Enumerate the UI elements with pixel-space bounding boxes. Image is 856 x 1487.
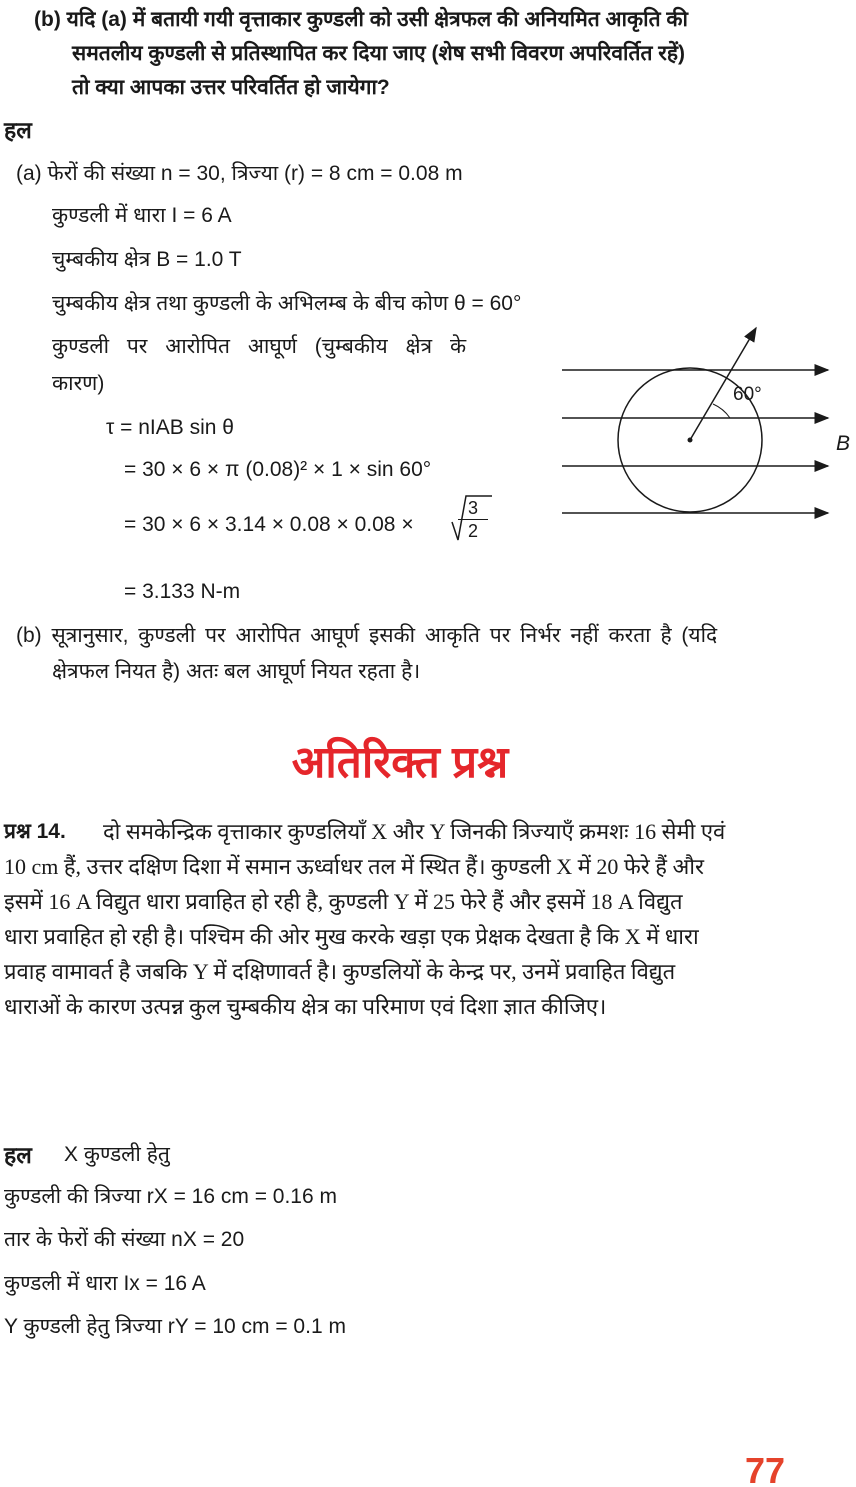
solution-line: कारण): [52, 372, 105, 395]
solution-line: कुण्डली में धारा Ix = 16 A: [4, 1272, 206, 1295]
question-b-line: समतलीय कुण्डली से प्रतिस्थापित कर दिया जाए (शेष सभी विवरण अपरिवर्तित रहें): [72, 42, 685, 65]
part-b-line: क्षेत्रफल नियत है) अतः बल आघूर्ण नियत रहता है।: [52, 660, 421, 683]
solution-line: तार के फेरों की संख्या nX = 20: [4, 1228, 245, 1251]
question-line: इसमें 16 A विद्युत धारा प्रवाहित हो रही है, कुण्डली Y में 25 फेरे हैं और इसमें 18 A विद्युत: [4, 889, 683, 914]
solution-line: चुम्बकीय क्षेत्र B = 1.0 T: [52, 248, 242, 271]
field-lines: [562, 370, 828, 513]
solution-line: (a) फेरों की संख्या n = 30, त्रिज्या (r) = 8 cm = 0.08 m: [16, 162, 463, 185]
solution-subheading: X कुण्डली हेतु: [64, 1143, 170, 1166]
angle-arc: [713, 404, 730, 418]
solution-heading: हल: [4, 117, 32, 143]
calc-step: = 30 × 6 × π (0.08)² × 1 × sin 60°: [124, 458, 432, 481]
section-heading: अतिरिक्त प्रश्न: [291, 738, 509, 787]
solution-line: चुम्बकीय क्षेत्र तथा कुण्डली के अभिलम्ब के बीच कोण θ = 60°: [52, 292, 522, 315]
sqrt-numerator: 3: [458, 497, 488, 520]
angle-label: 60°: [733, 384, 762, 405]
result: = 3.133 N-m: [124, 580, 241, 603]
solution-line: कुण्डली में धारा I = 6 A: [52, 204, 232, 227]
solution-line: Y कुण्डली हेतु त्रिज्या rY = 10 cm = 0.1 m: [4, 1315, 346, 1338]
question-line: 10 cm हैं, उत्तर दक्षिण दिशा में समान ऊर्ध्वाधर तल में स्थित हैं। कुण्डली X में 20 फेरे हैं और: [4, 854, 704, 879]
solution-heading: हल: [4, 1142, 32, 1168]
question-line: प्रवाह वामावर्त है जबकि Y में दक्षिणावर्त है। कुण्डलियों के केन्द्र पर, उनमें प्रवाहित विद्युत: [4, 959, 676, 984]
question-line: धारा प्रवाहित हो रही है। पश्चिम की ओर मुख करके खड़ा एक प्रेक्षक देखता है कि X में धारा: [4, 924, 699, 949]
field-label: B: [836, 432, 851, 455]
question-label: प्रश्न 14.: [4, 820, 66, 843]
question-line: धाराओं के कारण उत्पन्न कुल चुम्बकीय क्षेत्र का परिमाण एवं दिशा ज्ञात कीजिए।: [4, 994, 607, 1019]
solution-line: कुण्डली पर आरोपित आघूर्ण (चुम्बकीय क्षेत्र के: [52, 335, 467, 358]
calc-step: = 30 × 6 × 3.14 × 0.08 × 0.08 ×: [124, 513, 414, 536]
sqrt-sign: [452, 496, 492, 540]
page-number: 77: [745, 1450, 786, 1487]
question-line: दो समकेन्द्रिक वृत्ताकार कुण्डलियाँ X और Y जिनकी त्रिज्याएँ क्रमशः 16 सेमी एवं: [103, 819, 726, 844]
question-b-line: (b) यदि (a) में बतायी गयी वृत्ताकार कुण्डली को उसी क्षेत्रफल की अनियमित आकृति की: [34, 8, 688, 31]
part-b-line: (b) सूत्रानुसार, कुण्डली पर आरोपित आघूर्ण इसकी आकृति पर निर्भर नहीं करता है (यदि: [16, 624, 718, 647]
torque-formula: τ = nIAB sin θ: [106, 416, 234, 439]
solution-line: कुण्डली की त्रिज्या rX = 16 cm = 0.16 m: [4, 1185, 337, 1208]
question-b-line: तो क्या आपका उत्तर परिवर्तित हो जायेगा?: [72, 76, 390, 99]
sqrt-denominator: 2: [467, 521, 478, 541]
torque-diagram: [0, 0, 856, 600]
center-dot: [688, 438, 693, 443]
